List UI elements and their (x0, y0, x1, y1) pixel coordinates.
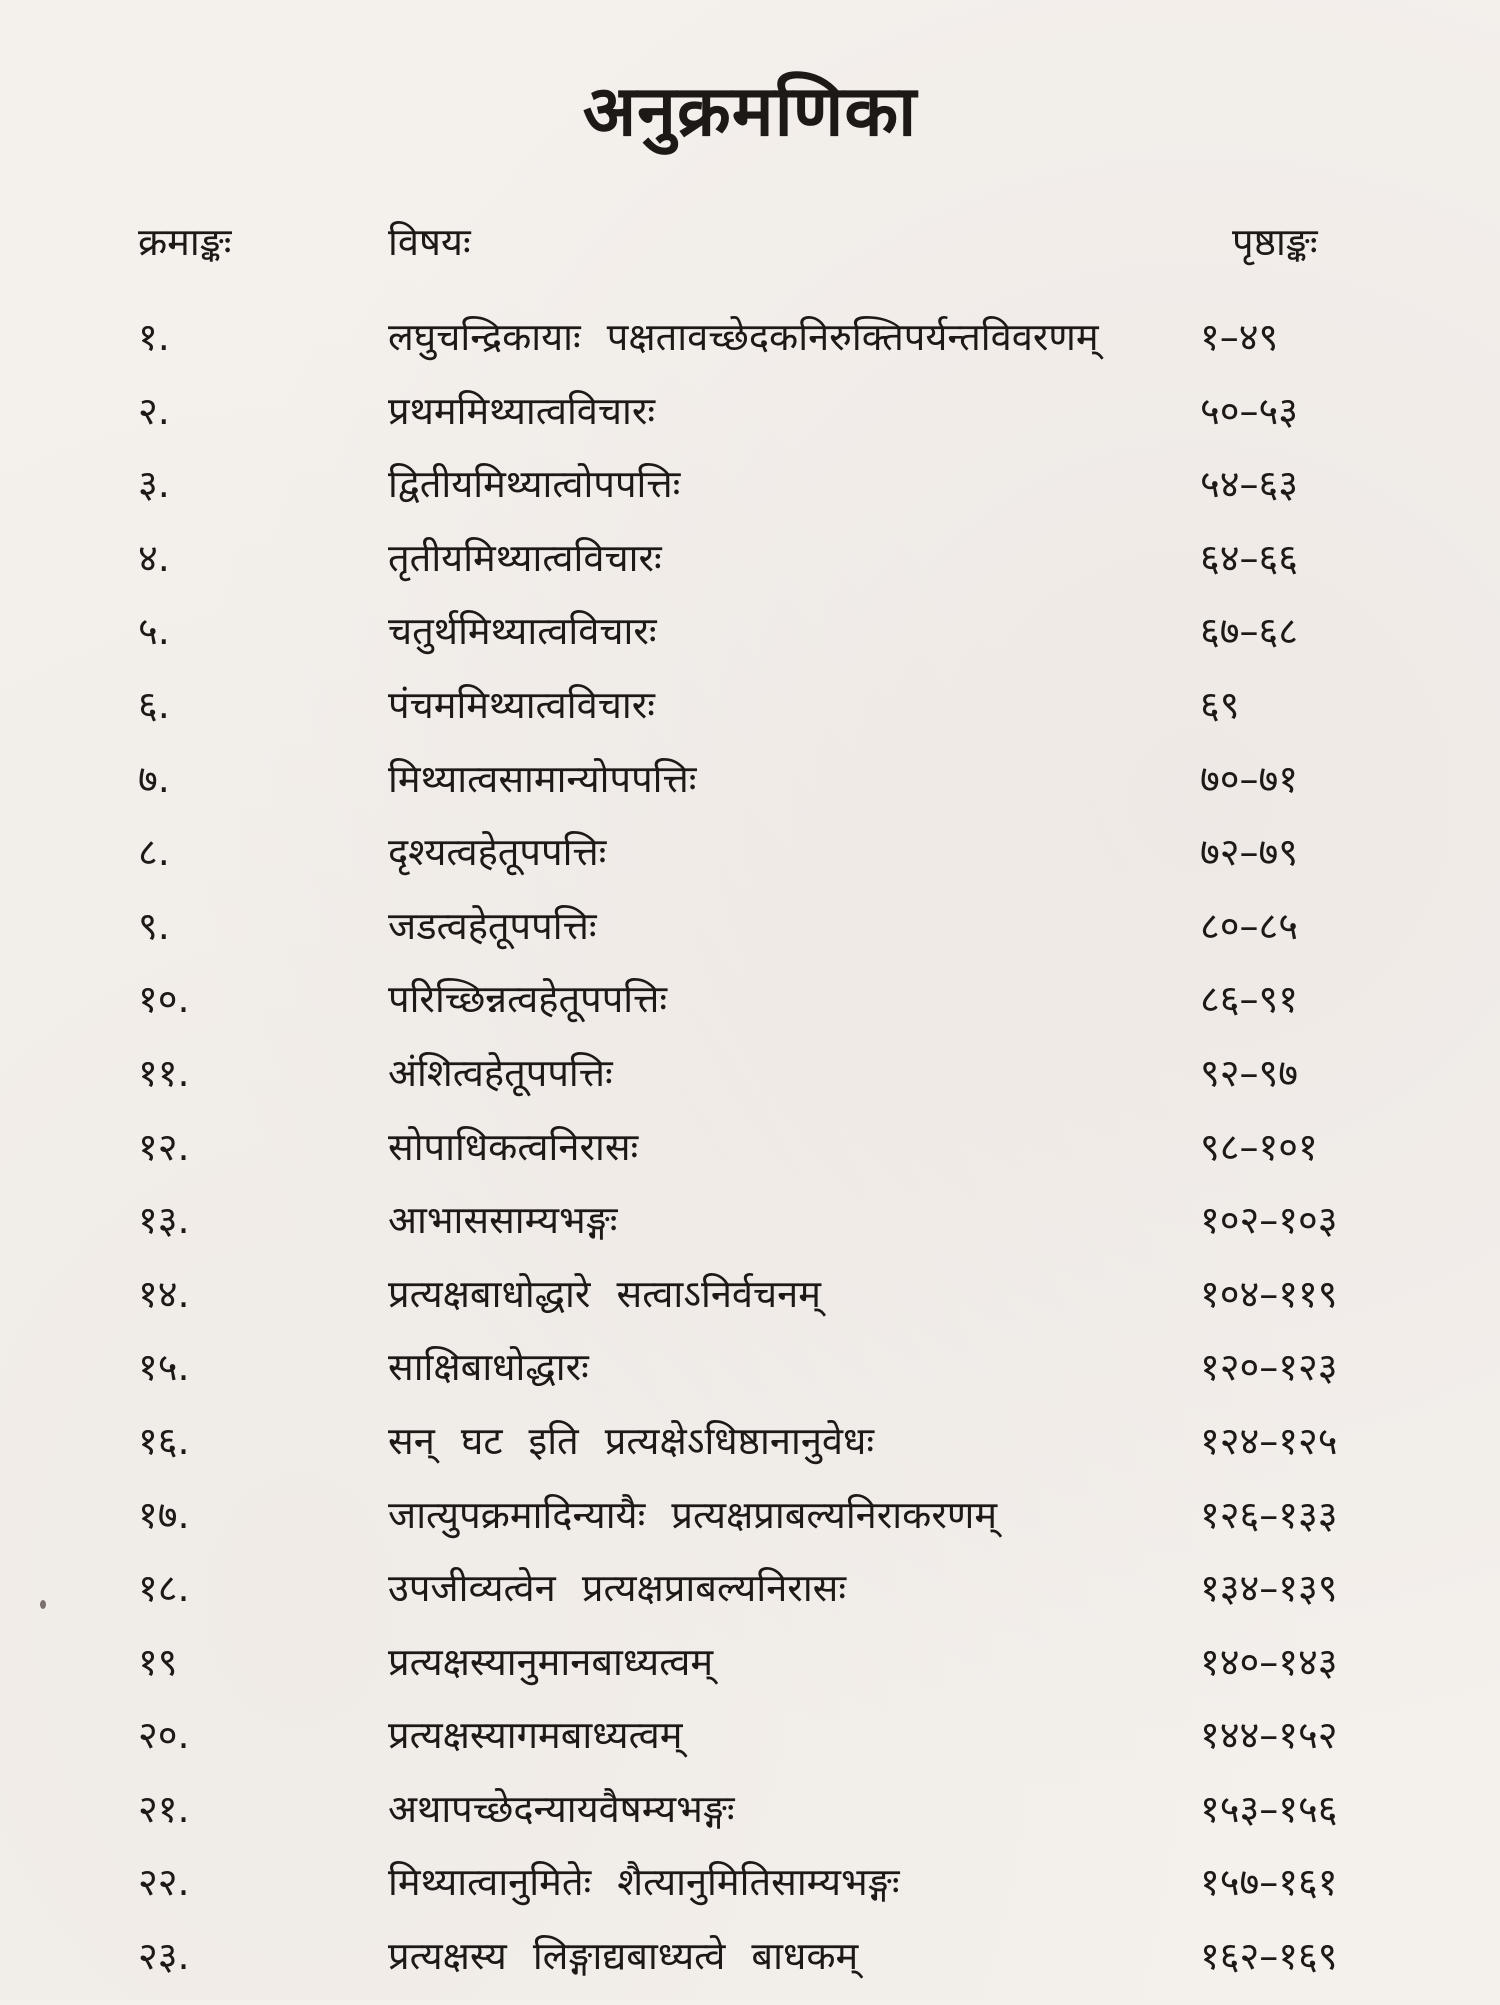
table-header (0, 215, 1500, 265)
entry-number: २३. (138, 1934, 190, 1979)
entry-number: १४. (138, 1271, 190, 1316)
toc-row (0, 1931, 1500, 2005)
entry-pages: ७२–७९ (1200, 830, 1299, 875)
entry-number: १८. (138, 1566, 190, 1611)
entry-number: १५. (138, 1345, 190, 1390)
toc-row (0, 1416, 1500, 1490)
entry-pages: ६९ (1200, 682, 1240, 727)
entry-subject: सोपाधिकत्वनिरासः (388, 1124, 639, 1169)
entry-subject: प्रत्यक्षस्य लिङ्गाद्यबाध्यत्वे बाधकम् (388, 1934, 859, 1979)
entry-subject: अथापच्छेदन्यायवैषम्यभङ्गः (388, 1786, 735, 1831)
entry-pages: १४०–१४३ (1200, 1639, 1338, 1684)
entry-number: ४. (138, 535, 170, 580)
toc-row (0, 680, 1500, 754)
toc-row (0, 1710, 1500, 1784)
toc-row (0, 754, 1500, 828)
entry-subject: प्रथममिथ्यात्वविचारः (388, 388, 656, 433)
entry-pages: १५३–१५६ (1200, 1786, 1338, 1831)
entry-subject: आभाससाम्यभङ्गः (388, 1198, 618, 1243)
toc-row (0, 1637, 1500, 1711)
entry-pages: ८६–९१ (1200, 977, 1299, 1022)
entry-pages: १४४–१५२ (1200, 1713, 1338, 1758)
entry-pages: १०२–१०३ (1200, 1198, 1338, 1243)
entry-subject: उपजीव्यत्वेन प्रत्यक्षप्राबल्यनिरासः (388, 1566, 847, 1611)
header-number: क्रमाङ्कः (138, 220, 232, 264)
entry-subject: प्रत्यक्षस्यागमबाध्यत्वम् (388, 1713, 683, 1758)
entry-subject: मिथ्यात्वानुमितेः शैत्यानुमितिसाम्यभङ्गः (388, 1860, 900, 1905)
entry-pages: १०४–११९ (1200, 1271, 1338, 1316)
toc-row (0, 1857, 1500, 1931)
toc-row (0, 1195, 1500, 1269)
entry-subject: दृश्यत्वहेतूपपत्तिः (388, 830, 607, 875)
entry-number: ९. (138, 903, 170, 948)
entry-subject: प्रत्यक्षबाधोद्धारे सत्वाऽनिर्वचनम् (388, 1271, 821, 1316)
toc-row (0, 312, 1500, 386)
entry-subject: द्वितीयमिथ्यात्वोपपत्तिः (388, 462, 681, 507)
entry-number: ३. (138, 462, 170, 507)
entry-pages: १–४९ (1200, 315, 1279, 359)
entry-subject: चतुर्थमिथ्यात्वविचारः (388, 609, 657, 654)
entry-pages: १३४–१३९ (1200, 1566, 1338, 1611)
entry-pages: १२०–१२३ (1200, 1345, 1338, 1390)
toc-row (0, 459, 1500, 533)
entry-number: २२. (138, 1860, 190, 1905)
ink-speck (40, 1600, 46, 1609)
entry-subject: प्रत्यक्षस्यानुमानबाध्यत्वम् (388, 1639, 714, 1684)
entry-pages: १५७–१६१ (1200, 1860, 1338, 1905)
entry-subject: सन् घट इति प्रत्यक्षेऽधिष्ठानानुवेधः (388, 1418, 875, 1463)
entry-pages: ७०–७१ (1200, 756, 1299, 801)
toc-row (0, 1048, 1500, 1122)
entry-number: १२. (138, 1124, 190, 1169)
toc-row (0, 386, 1500, 460)
toc-row (0, 533, 1500, 607)
header-subject: विषयः (388, 220, 471, 264)
entry-pages: ८०–८५ (1200, 903, 1299, 948)
header-page: पृष्ठाङ्कः (1232, 220, 1318, 264)
entry-pages: ९२–९७ (1200, 1050, 1299, 1095)
entry-pages: १६२–१६९ (1200, 1934, 1338, 1979)
toc-list (0, 312, 1500, 2005)
toc-row (0, 1563, 1500, 1637)
entry-number: ७. (138, 756, 170, 801)
toc-row (0, 1342, 1500, 1416)
toc-row (0, 827, 1500, 901)
entry-subject: साक्षिबाधोद्धारः (388, 1345, 589, 1390)
entry-number: १९ (138, 1639, 178, 1684)
entry-number: १. (138, 315, 170, 359)
entry-pages: १२६–१३३ (1200, 1492, 1338, 1537)
entry-number: ८. (138, 830, 170, 875)
entry-number: १३. (138, 1198, 190, 1243)
entry-pages: ६४–६६ (1200, 535, 1299, 580)
entry-number: ११. (138, 1050, 190, 1095)
toc-row (0, 1784, 1500, 1858)
toc-row (0, 606, 1500, 680)
toc-row (0, 1122, 1500, 1196)
entry-pages: ६७–६८ (1200, 609, 1299, 654)
entry-number: १०. (138, 977, 190, 1022)
entry-subject: तृतीयमिथ्यात्वविचारः (388, 535, 662, 580)
entry-subject: पंचममिथ्यात्वविचारः (388, 682, 655, 727)
page-title: अनुक्रमणिका (582, 70, 918, 152)
entry-subject: मिथ्यात्वसामान्योपपत्तिः (388, 756, 697, 801)
entry-subject: अंशित्वहेतूपपत्तिः (388, 1050, 613, 1095)
toc-row (0, 1490, 1500, 1564)
toc-row (0, 974, 1500, 1048)
toc-row (0, 1269, 1500, 1343)
entry-number: ६. (138, 682, 170, 727)
entry-pages: ५०–५३ (1200, 388, 1299, 433)
entry-subject: लघुचन्द्रिकायाः पक्षतावच्छेदकनिरुक्तिपर्यन्तविवरणम् (388, 315, 1099, 359)
entry-number: २०. (138, 1713, 190, 1758)
entry-pages: १२४–१२५ (1200, 1418, 1338, 1463)
entry-subject: जडत्वहेतूपपत्तिः (388, 903, 597, 948)
entry-subject: परिच्छिन्नत्वहेतूपपत्तिः (388, 977, 668, 1022)
entry-number: ५. (138, 609, 170, 654)
toc-row (0, 901, 1500, 975)
entry-pages: ५४–६३ (1200, 462, 1299, 507)
entry-subject: जात्युपक्रमादिन्यायैः प्रत्यक्षप्राबल्यनिराकरणम् (388, 1492, 998, 1537)
entry-pages: ९८–१०१ (1200, 1124, 1318, 1169)
entry-number: २१. (138, 1786, 190, 1831)
entry-number: १६. (138, 1418, 190, 1463)
entry-number: १७. (138, 1492, 190, 1537)
entry-number: २. (138, 388, 170, 433)
